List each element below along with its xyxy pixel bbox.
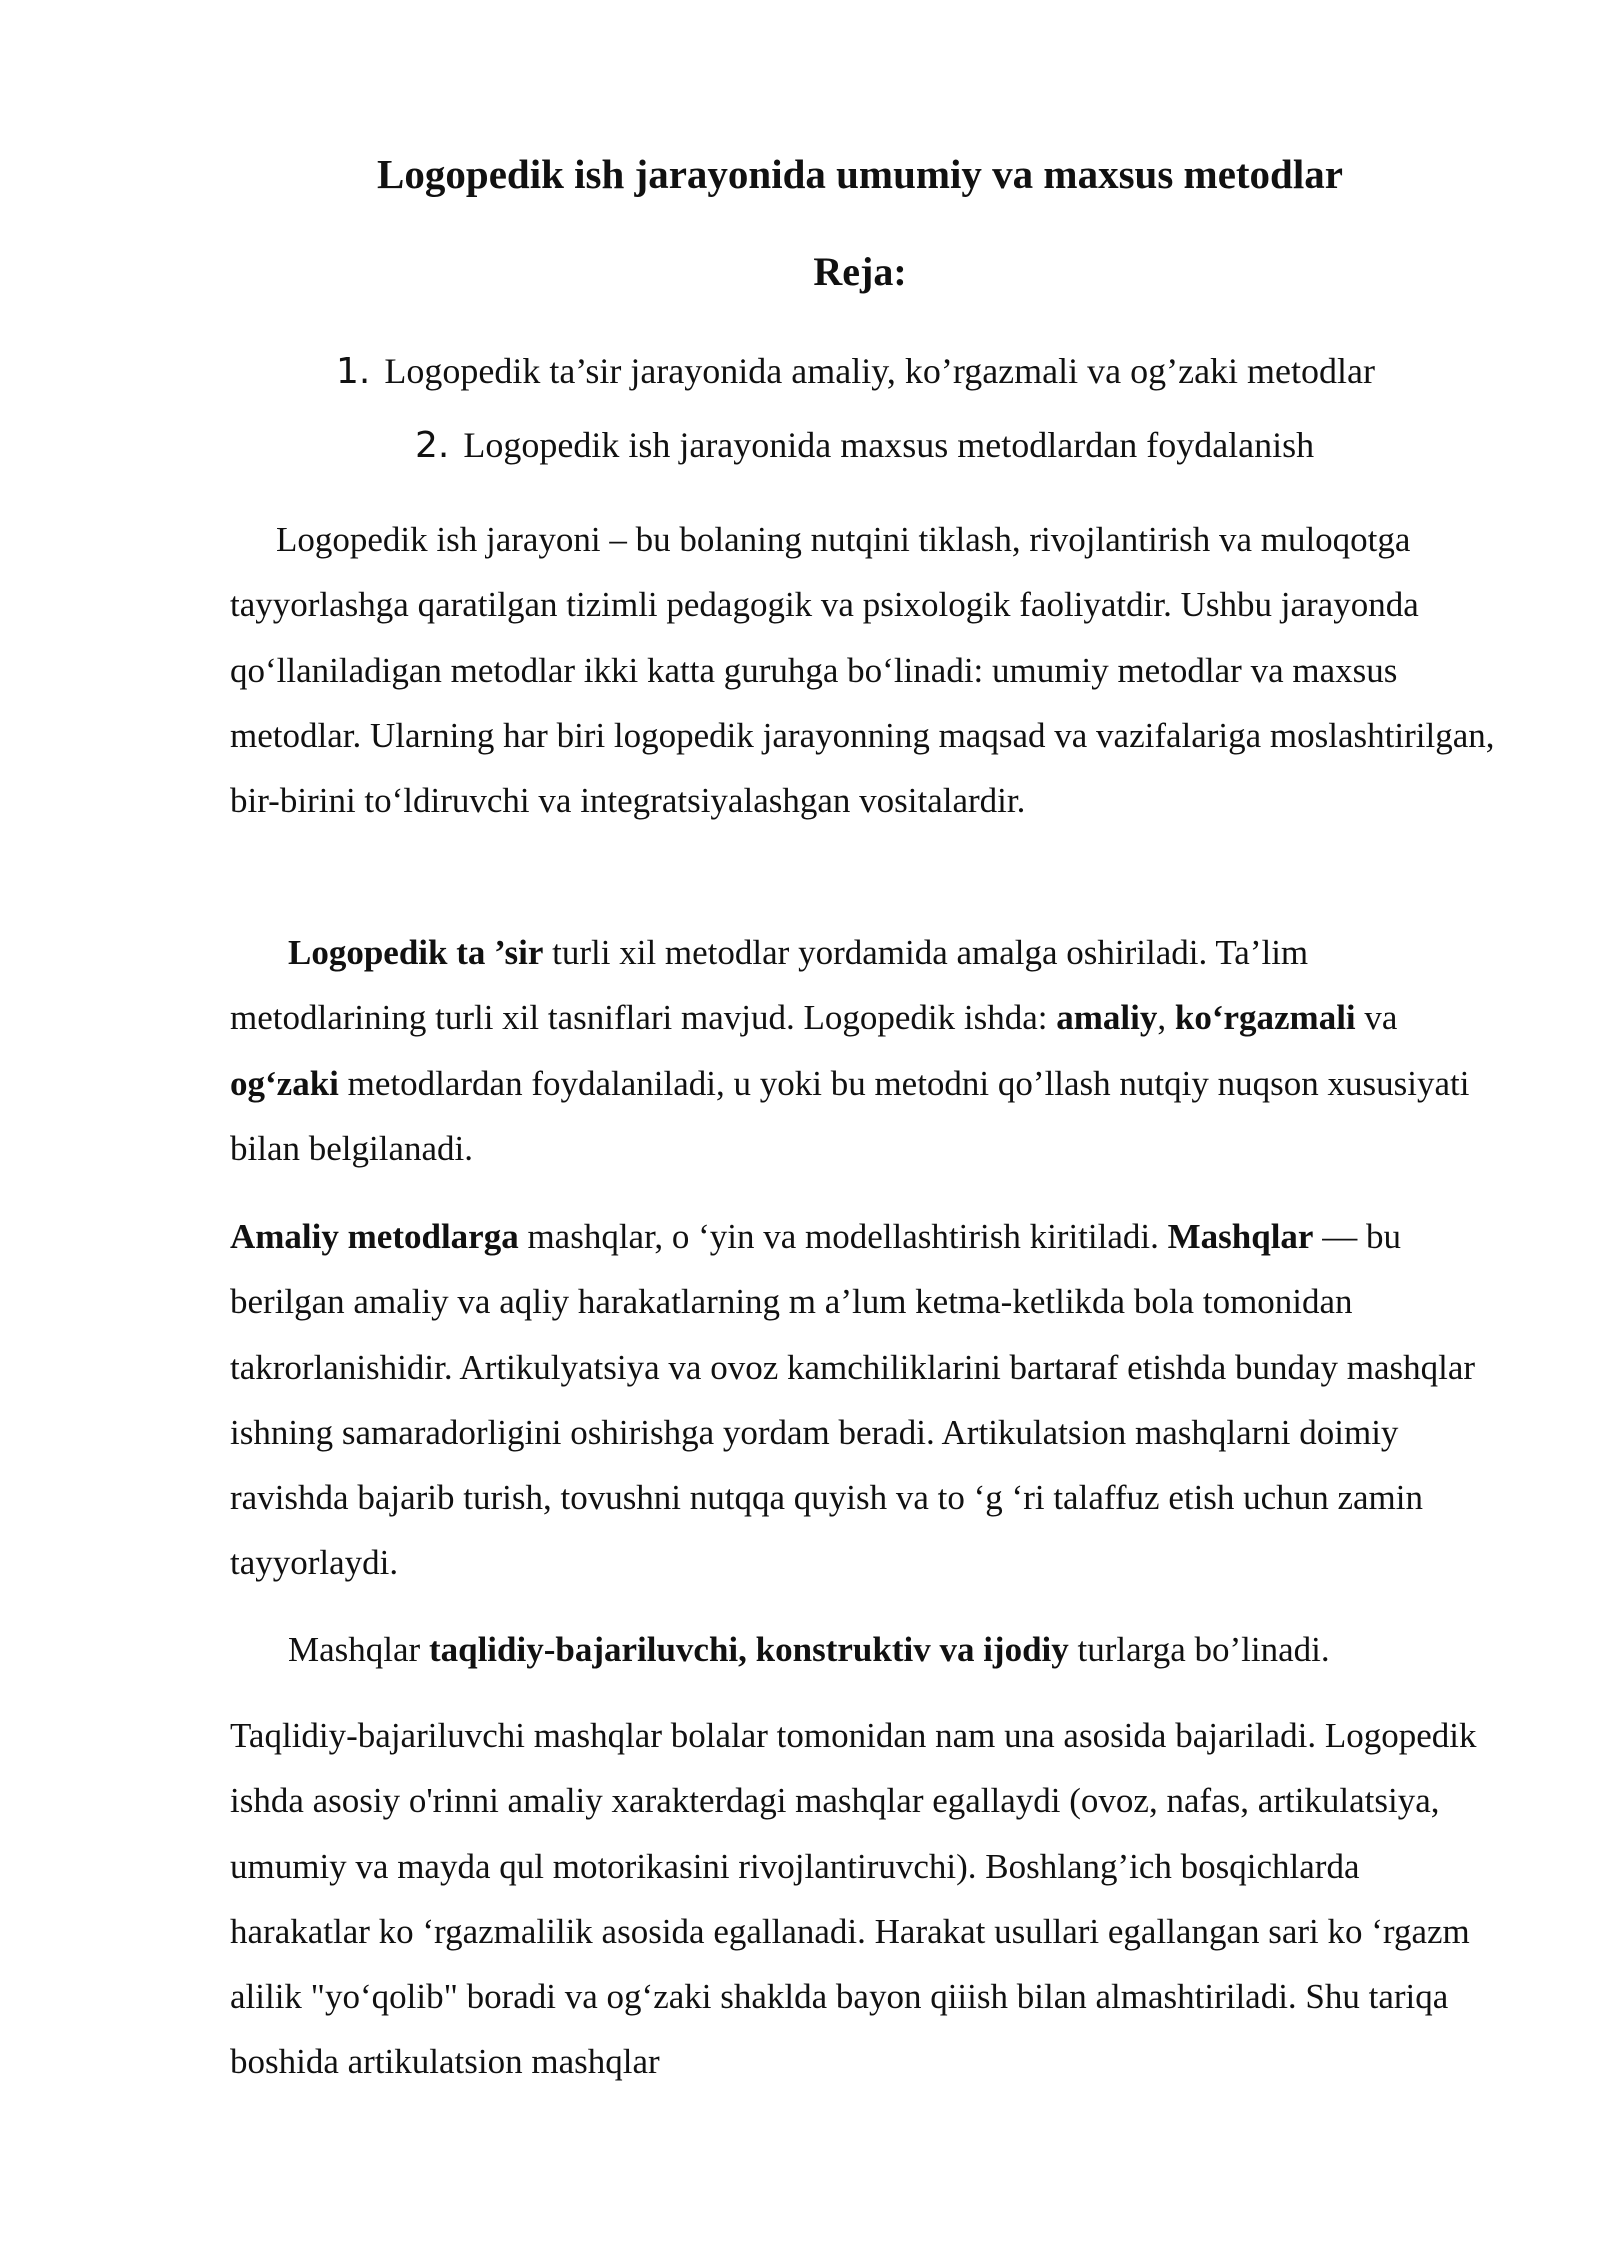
bold-term: ko‘rgazmali xyxy=(1174,998,1356,1038)
plan-heading: Reja: xyxy=(813,249,907,294)
plan-item-text: Logopedik ish jarayonida maxsus metodlardan foydalanish xyxy=(463,425,1315,465)
exercise-types-paragraph xyxy=(230,1617,1500,1682)
plan-item-text: Logopedik ta’sir jarayonida amaliy, ko’rgazmali va og’zaki metodlar xyxy=(384,351,1376,391)
bold-term: og‘zaki xyxy=(230,1063,339,1103)
bold-term: amaliy xyxy=(1056,998,1158,1038)
paragraph-text: metodlardan foydalaniladi, u yoki bu metodni qo’llash nutqiy nuqson xususiyati bilan belgilanadi. xyxy=(230,1063,1470,1168)
intro-paragraph: Logopedik ish jarayoni – bu bolaning nutqini tiklash, rivojlantirish va muloqotga tayyorlashga qaratilgan tizimli pedagogik va psixologik faoliyatdir. Ushbu jarayonda qo‘llaniladigan metodlar ikki katta guruhga bo‘linadi: umumiy metodlar va maxsus metodlar. Ularning har biri logopedik jarayonning maqsad va vazifalariga moslashtirilgan, bir-birini to‘ldiruvchi va integratsiyalashgan vositalardir. xyxy=(230,520,1495,821)
plan-item xyxy=(415,424,1314,466)
plan-item-number: 1. xyxy=(336,351,371,392)
bold-term: Amaliy metodlarga xyxy=(230,1217,519,1256)
bold-term: Mashqlar xyxy=(1167,1217,1314,1256)
paragraph-text: turlarga bo’linadi. xyxy=(1068,1630,1330,1669)
paragraph-text: — bu berilgan amaliy va aqliy harakatlarning m a’lum ketma-ketlikda bola tomonidan takrorlanishidir. Artikulyatsiya va ovoz kamchiliklarini bartaraf etishda bunday mashqlar ishning samaradorligini oshirishga yordam beradi. Artikulatsion mashqlarni doimiy ravishda bajarib turish, tovushni nutqqa quyish va to ‘g ‘ri talaffuz etish uchun zamin tayyorlaydi. xyxy=(230,1217,1476,1583)
bold-term: taqlidiy-bajariluvchi, konstruktiv va ijodiy xyxy=(428,1630,1069,1669)
paragraph-text: , xyxy=(1157,998,1175,1038)
plan-item xyxy=(336,350,1375,392)
logopedic-influence-paragraph xyxy=(230,920,1500,1181)
paragraph-text: va xyxy=(1355,998,1398,1038)
paragraph-text: mashqlar, o ‘yin va modellashtirish kiritiladi. xyxy=(518,1217,1168,1256)
imitative-exercises-paragraph: Taqlidiy-bajariluvchi mashqlar bolalar tomonidan nam una asosida bajariladi. Logopedik ishda asosiy o'rinni amaliy xarakterdagi mashqlar egallaydi (ovoz, nafas, artikulatsiya, umumiy va mayda qul motorikasini rivojlantiruvchi). Boshlang’ich bosqichlarda harakatlar ko ‘rgazmalilik asosida egallanadi. Harakat usullari egallangan sari ko ‘rgazm alilik "yo‘qolib" boradi va og‘zaki shaklda bayon qiiish bilan almashtiriladi. Shu tariqa boshida artikulatsion mashqlar xyxy=(230,1716,1477,2082)
paragraph-text: Mashqlar xyxy=(288,1630,429,1669)
paragraph-text: turli xil metodlar yordamida amalga oshiriladi. Ta’lim metodlarining turli xil tasniflari mavjud. Logopedik ishda: xyxy=(230,933,1309,1038)
document-title: Logopedik ish jarayonida umumiy va maxsus metodlar xyxy=(377,151,1343,197)
bold-term: Logopedik ta ’sir xyxy=(288,933,544,972)
practical-methods-paragraph xyxy=(230,1204,1500,1596)
plan-item-number: 2. xyxy=(415,425,450,466)
